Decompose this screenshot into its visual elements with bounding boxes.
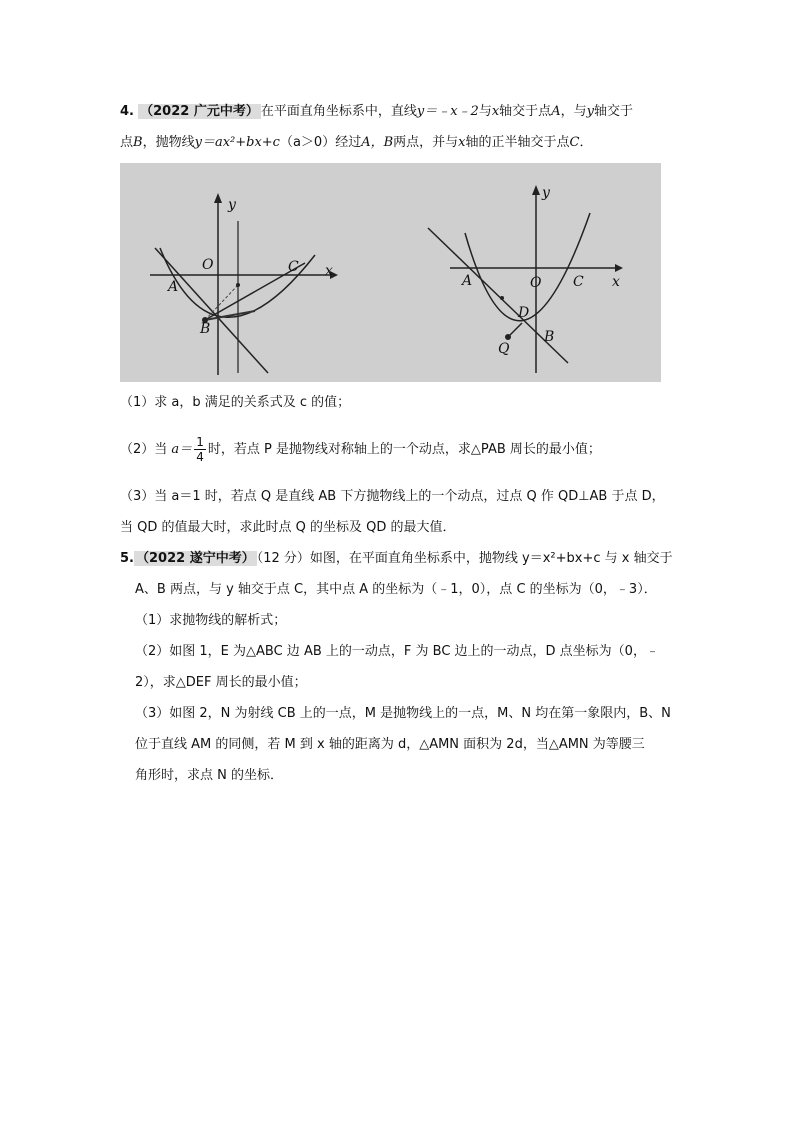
problem5-q1: （1）求抛物线的解析式； bbox=[135, 613, 287, 628]
right-label-x: x bbox=[612, 274, 620, 290]
problem4-q1: （1）求 a，b 满足的关系式及 c 的值； bbox=[120, 395, 351, 410]
left-label-c: C bbox=[288, 259, 299, 275]
right-x-arrow bbox=[615, 264, 623, 272]
right-label-b: B bbox=[544, 329, 555, 345]
problem4-line1: 4. （2022 广元中考） 在平面直角坐标系中，直线y＝﹣x﹣2与x轴交于点A，与y轴交于 bbox=[120, 104, 633, 119]
fraction-one-quarter: $\frac{1}{4}$ bbox=[196, 435, 204, 464]
right-point-dot bbox=[500, 296, 504, 300]
right-point-q bbox=[505, 334, 511, 340]
right-label-o: O bbox=[530, 275, 542, 291]
problem5-line2: A、B 两点，与 y 轴交于点 C，其中点 A 的坐标为（﹣1，0），点 C 的坐标为（0，﹣3）． bbox=[135, 582, 657, 597]
problem5-q3-line3: 角形时，求点 N 的坐标． bbox=[135, 768, 283, 783]
right-label-y: y bbox=[542, 185, 550, 201]
left-label-y: y bbox=[228, 197, 236, 213]
problem4-q3-line1: （3）当 a＝1 时，若点 Q 是直线 AB 下方抛物线上的一个动点，过点 Q 作 QD⊥AB 于点 D， bbox=[120, 489, 665, 504]
right-label-d: D bbox=[518, 305, 530, 321]
left-y-arrow bbox=[214, 193, 222, 203]
left-label-b: B bbox=[200, 321, 211, 337]
problem4-number: 4. bbox=[120, 104, 134, 119]
right-y-arrow bbox=[532, 185, 540, 195]
problem4-q3-line2: 当 QD 的值最大时，求此时点 Q 的坐标及 QD 的最大值． bbox=[120, 520, 456, 535]
problem4-line2: 点B，抛物线y＝ax²+bx+c（a＞0）经过A，B两点，并与x轴的正半轴交于点C． bbox=[120, 135, 593, 150]
problem5-number: 5. bbox=[120, 551, 134, 566]
left-label-o: O bbox=[202, 257, 214, 273]
problem4-figure bbox=[120, 163, 661, 382]
problem5-line1: 5. （2022 遂宁中考） （12 分）如图，在平面直角坐标系中，抛物线 y＝x²+bx+c 与 x 轴交于 bbox=[120, 551, 673, 566]
problem4-q2: （2）当 a＝ $\frac{1}{4}$ 时，若点 P 是抛物线对称轴上的一个动点，求△PAB 周长的最小值； bbox=[120, 435, 601, 464]
parabola-diagrams bbox=[120, 163, 661, 382]
problem5-q3-line1: （3）如图 2，N 为射线 CB 上的一点，M 是抛物线上的一点，M、N 均在第一象限内，B、N bbox=[135, 706, 671, 721]
right-label-c: C bbox=[573, 274, 584, 290]
problem5-source-tag: （2022 遂宁中考） bbox=[135, 551, 255, 566]
right-label-q: Q bbox=[498, 341, 510, 357]
left-point-p bbox=[236, 283, 240, 287]
problem4-source-tag: （2022 广元中考） bbox=[140, 104, 259, 119]
right-label-a: A bbox=[462, 273, 473, 289]
problem5-q2-line2: 2），求△DEF 周长的最小值； bbox=[135, 675, 307, 690]
problem5-q3-line2: 位于直线 AM 的同侧，若 M 到 x 轴的距离为 d，△AMN 面积为 2d，当△AMN 为等腰三 bbox=[135, 737, 645, 752]
right-diagram bbox=[428, 185, 623, 373]
left-diagram bbox=[150, 193, 338, 375]
left-label-a: A bbox=[168, 279, 179, 295]
problem5-q2-line1: （2）如图 1，E 为△ABC 边 AB 上的一动点，F 为 BC 边上的一动点，D 点坐标为（0，﹣ bbox=[135, 644, 659, 659]
left-label-x: x bbox=[325, 263, 333, 279]
